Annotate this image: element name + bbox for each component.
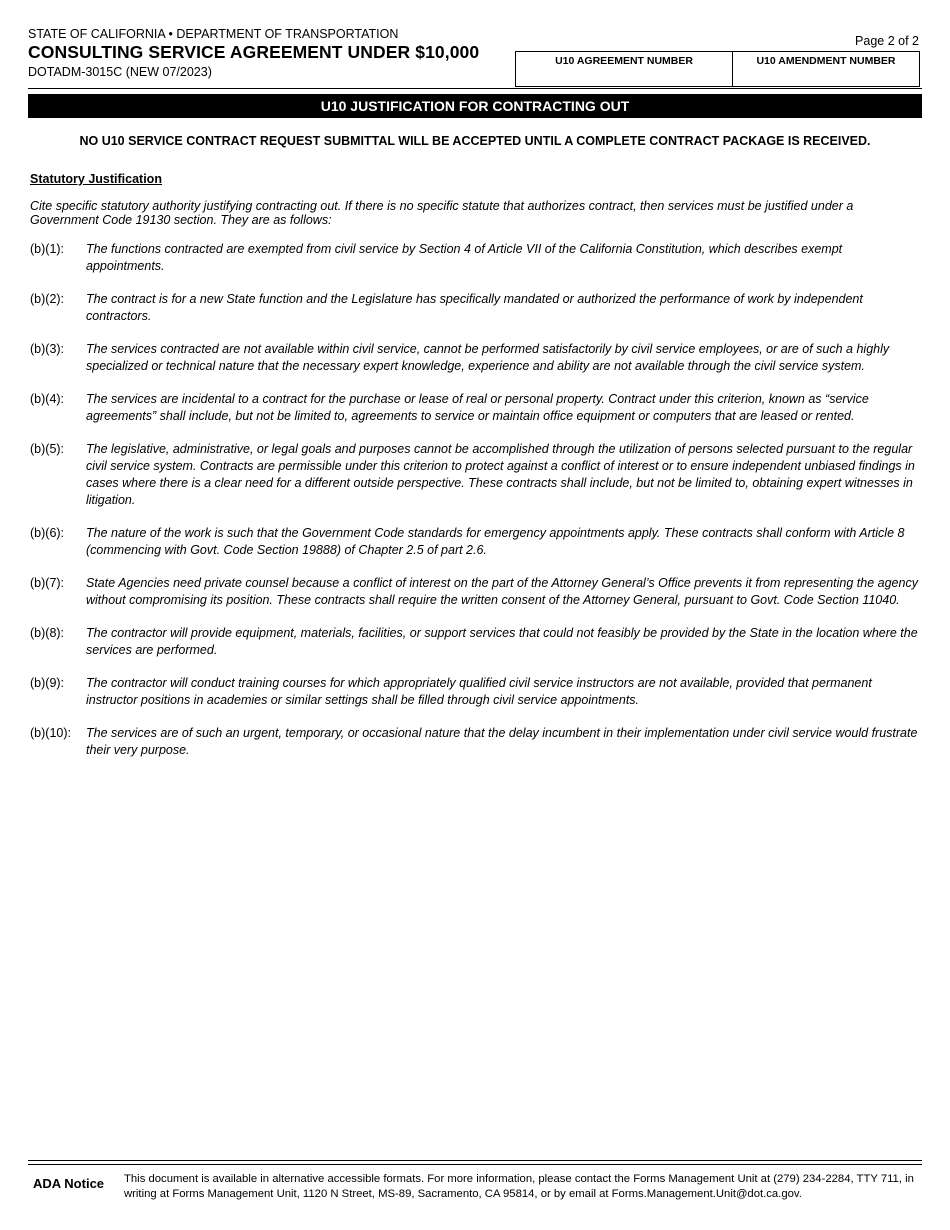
item-text: The legislative, administrative, or legal goals and purposes cannot be accomplished through the utilization of persons selected pursuant to the regular civil service system. Contracts are permissible under this criterion to protect against a conflict of interest or to ensure independent unbiased findings in cases where there is a clear need for a different outside perspective. These contracts shall include, but not be limited to, obtaining expert witnesses in litigation.: [86, 442, 915, 507]
item-code: (b)(9):: [30, 676, 65, 690]
item-text: The functions contracted are exempted from civil service by Section 4 of Article VII of the California Constitution, which describes exempt appointments.: [86, 242, 843, 273]
justification-item-b8: [30, 625, 920, 659]
amendment-number-label: U10 AMENDMENT NUMBER: [756, 55, 896, 67]
submittal-notice: NO U10 SERVICE CONTRACT REQUEST SUBMITTAL WILL BE ACCEPTED UNTIL A COMPLETE CONTRACT PACKAGE IS RECEIVED.: [79, 134, 871, 148]
agreement-number-box: [515, 51, 733, 87]
section-banner: U10 JUSTIFICATION FOR CONTRACTING OUT: [28, 94, 922, 118]
item-text: The services are of such an urgent, temporary, or occasional nature that the delay incumbent in their implementation under civil service would frustrate their very purpose.: [86, 726, 918, 757]
item-text: The contractor will provide equipment, materials, facilities, or support services that could not feasibly be provided by the State in the location where the services are performed.: [86, 626, 918, 657]
item-code: (b)(2):: [30, 292, 65, 306]
amendment-number-input[interactable]: [737, 68, 915, 84]
item-code: (b)(3):: [30, 342, 65, 356]
item-text: State Agencies need private counsel because a conflict of interest on the part of the Attorney General’s Office prevents it from representing the agency without compromising its position. These contracts shall require the written consent of the Attorney General, pursuant to Govt. Code Section 11040.: [86, 576, 918, 607]
statutory-justification-heading: Statutory Justification: [30, 172, 162, 186]
ada-notice-text: This document is available in alternative accessible formats. For more information, please contact the Forms Management Unit at (279) 234-2284, TTY 711, in writing at Forms Management Unit, 1120 N Street, MS-89, Sacramento, CA 95814, or by email at Forms.Management.Unit@dot.ca.gov.: [124, 1173, 914, 1200]
justification-item-b5: [30, 441, 920, 509]
item-code: (b)(6):: [30, 526, 65, 540]
item-code: (b)(5):: [30, 442, 65, 456]
agreement-number-input[interactable]: [520, 68, 728, 84]
justification-item-b1: [30, 241, 920, 275]
justification-item-b9: [30, 675, 920, 709]
footer-divider: [28, 1160, 922, 1161]
item-text: The nature of the work is such that the Government Code standards for emergency appointments apply. These contracts shall conform with Article 8 (commencing with Govt. Code Section 19888) of Chapter 2.5 of part 2.6.: [86, 526, 905, 557]
item-text: The contractor will conduct training courses for which appropriately qualified civil service instructors are not available, provided that permanent instructor positions in academies or similar settings shall be filled through civil service appointments.: [86, 676, 872, 707]
item-code: (b)(10):: [30, 726, 71, 740]
page-number: Page 2 of 2: [855, 34, 919, 48]
item-code: (b)(7):: [30, 576, 65, 590]
justification-list: [30, 241, 920, 759]
footer-divider-inner: [28, 1164, 922, 1165]
item-code: (b)(4):: [30, 392, 65, 406]
agreement-number-label: U10 AGREEMENT NUMBER: [555, 55, 693, 67]
intro-paragraph: Cite specific statutory authority justifying contracting out. If there is no specific statute that authorizes contract, then services must be justified under a Government Code 19130 section. They are as follows:: [30, 199, 854, 227]
justification-item-b3: [30, 341, 920, 375]
department-line: STATE OF CALIFORNIA • DEPARTMENT OF TRANSPORTATION: [28, 27, 399, 41]
form-number: DOTADM-3015C (NEW 07/2023): [28, 65, 212, 79]
item-text: The services contracted are not available within civil service, cannot be performed satisfactorily by civil service employees, or are of such a highly specialized or technical nature that the necessary expert knowledge, experience and ability are not available through the civil service system.: [86, 342, 890, 373]
item-code: (b)(8):: [30, 626, 65, 640]
justification-item-b4: [30, 391, 920, 425]
amendment-number-box: [732, 51, 920, 87]
ada-notice-label: ADA Notice: [33, 1176, 105, 1191]
justification-item-b10: [30, 725, 920, 759]
item-code: (b)(1):: [30, 242, 65, 256]
form-title: CONSULTING SERVICE AGREEMENT UNDER $10,000: [28, 42, 480, 62]
item-text: The services are incidental to a contract for the purchase or lease of real or personal property. Contract under this criterion, known as “service agreements” shall include, but not be limited to, agreements to service or maintain office equipment or computers that are leased or rented.: [86, 392, 869, 423]
justification-item-b2: [30, 291, 920, 325]
justification-item-b7: [30, 575, 920, 609]
item-text: The contract is for a new State function and the Legislature has specifically mandated or authorized the performance of work by independent contractors.: [86, 292, 863, 323]
header-divider: [28, 88, 922, 89]
justification-item-b6: [30, 525, 920, 559]
